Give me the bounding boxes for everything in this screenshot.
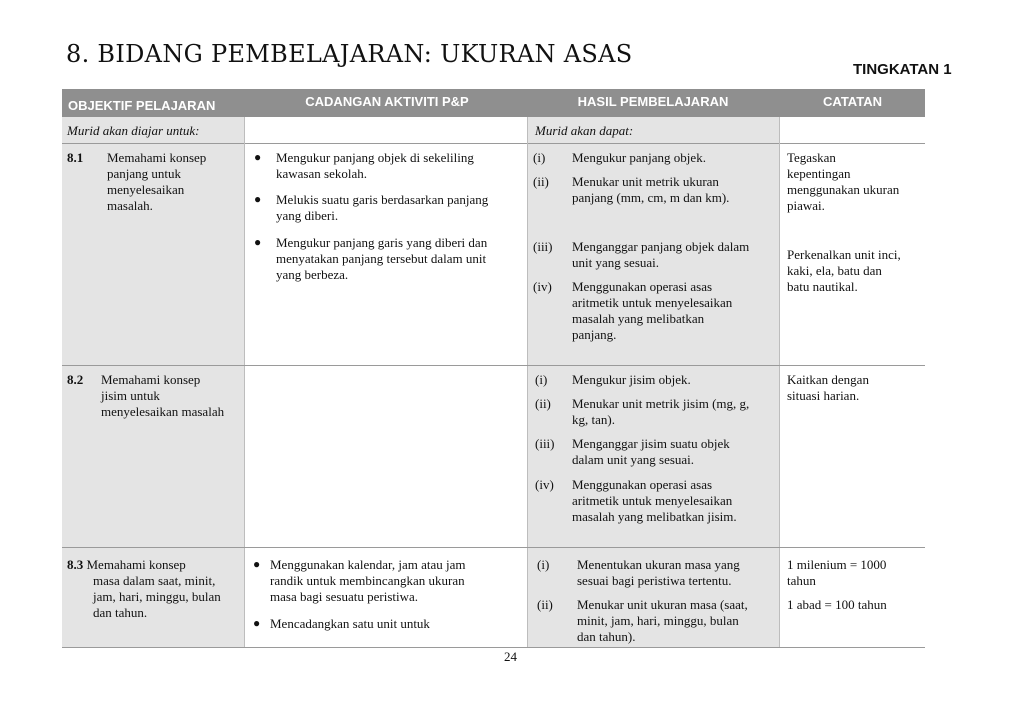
outcome-text: Menganggar jisim suatu objek dalam unit yang sesuai. xyxy=(572,436,730,467)
outcome-label: (iii) xyxy=(533,239,553,254)
objective-number: 8.3 xyxy=(67,557,84,572)
table-bottom-line xyxy=(62,647,925,648)
objective-number: 8.2 xyxy=(67,372,84,387)
outcome-label: (i) xyxy=(537,557,550,572)
note-text: Kaitkan dengan situasi harian. xyxy=(787,372,869,403)
outcome-label: (iii) xyxy=(535,436,555,451)
note-text: Tegaskan kepentingan menggunakan ukuran piawai. xyxy=(787,150,900,213)
outcome-subheader: Murid akan dapat: xyxy=(535,123,634,138)
objective-text: Memahami konsep jisim untuk menyelesaikan masalah xyxy=(101,372,225,419)
outcome-text: Menukar unit metrik ukuran panjang (mm, cm, m dan km). xyxy=(572,174,730,205)
column-header-activities: CADANGAN AKTIVITI P&P xyxy=(305,94,469,109)
activity-item: Menggunakan kalendar, jam atau jam randik untuk membincangkan ukuran masa bagi sesuatu peristiwa. xyxy=(270,557,466,604)
outcome-text: Menukar unit metrik jisim (mg, g, kg, tan). xyxy=(572,396,750,427)
outcome-text: Menggunakan operasi asas aritmetik untuk menyelesaikan masalah yang melibatkan panjang. xyxy=(572,279,733,342)
page-title: 8. BIDANG PEMBELAJARAN: UKURAN ASAS xyxy=(66,40,633,68)
subheader-divider xyxy=(62,143,925,144)
column-header-objective: OBJEKTIF PELAJARAN xyxy=(68,98,216,113)
column-header-notes: CATATAN xyxy=(823,94,882,109)
outcome-label: (iv) xyxy=(535,477,554,492)
grid-divider xyxy=(244,117,245,647)
bullet-icon: ● xyxy=(253,616,261,630)
row-divider xyxy=(62,365,925,366)
outcome-text: Menggunakan operasi asas aritmetik untuk menyelesaikan masalah yang melibatkan jisim. xyxy=(572,477,737,524)
outcome-label: (ii) xyxy=(533,174,549,189)
activity-item: Melukis suatu garis berdasarkan panjang yang diberi. xyxy=(276,192,489,223)
bullet-icon: ● xyxy=(254,235,262,249)
bullet-icon: ● xyxy=(254,150,262,164)
grid-divider xyxy=(527,117,528,647)
outcome-text: Menganggar panjang objek dalam unit yang sesuai. xyxy=(572,239,750,270)
row-divider xyxy=(62,547,925,548)
note-text: Perkenalkan unit inci, kaki, ela, batu dan batu nautikal. xyxy=(787,247,901,294)
outcome-text: Menukar unit ukuran masa (saat, minit, jam, hari, minggu, bulan dan tahun). xyxy=(577,597,748,644)
bullet-icon: ● xyxy=(254,192,262,206)
page-number: 24 xyxy=(504,649,517,664)
form-level-label: TINGKATAN 1 xyxy=(853,61,952,78)
activity-item: Mencadangkan satu unit untuk xyxy=(270,616,430,631)
note-text: 1 milenium = 1000 tahun xyxy=(787,557,887,588)
outcome-label: (i) xyxy=(535,372,548,387)
objective-number: 8.1 xyxy=(67,150,84,165)
activity-item: Mengukur panjang objek di sekeliling kawasan sekolah. xyxy=(276,150,474,181)
grid-divider xyxy=(779,117,780,647)
bullet-icon: ● xyxy=(253,557,261,571)
objective-text: 8.3 Memahami konsep masa dalam saat, minit, jam, hari, minggu, bulan dan tahun. xyxy=(67,557,221,620)
objective-text: Memahami konsep panjang untuk menyelesaikan masalah. xyxy=(107,150,207,213)
outcome-text: Mengukur panjang objek. xyxy=(572,150,706,165)
outcome-text: Menentukan ukuran masa yang sesuai bagi peristiwa tertentu. xyxy=(577,557,740,588)
outcome-label: (iv) xyxy=(533,279,552,294)
outcome-label: (ii) xyxy=(535,396,551,411)
objective-subheader: Murid akan diajar untuk: xyxy=(67,123,200,138)
outcome-label: (i) xyxy=(533,150,546,165)
activity-item: Mengukur panjang garis yang diberi dan menyatakan panjang tersebut dalam unit yang berbeza. xyxy=(276,235,488,282)
note-text: 1 abad = 100 tahun xyxy=(787,597,887,612)
column-header-outcomes: HASIL PEMBELAJARAN xyxy=(577,94,729,109)
outcome-label: (ii) xyxy=(537,597,553,612)
outcome-text: Mengukur jisim objek. xyxy=(572,372,691,387)
